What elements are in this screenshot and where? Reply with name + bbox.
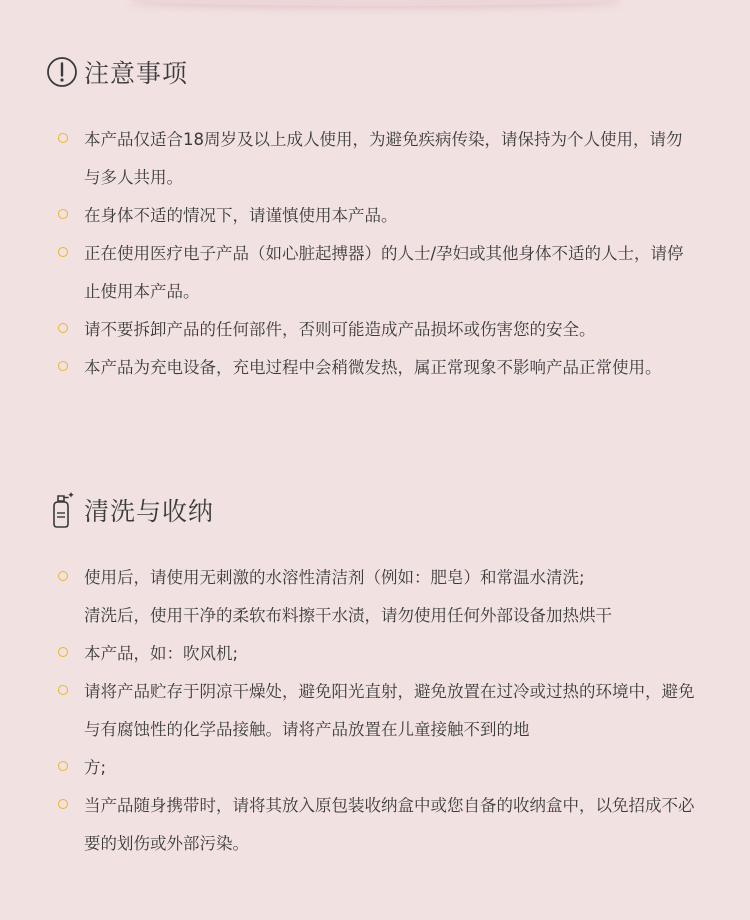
bullet-circle-icon: [58, 761, 68, 771]
bullet-circle-icon: [58, 799, 68, 809]
bullet-circle-icon: [58, 361, 68, 371]
bullet-circle-icon: [58, 247, 68, 257]
cleaning-title: 清洗与收纳: [84, 497, 215, 526]
list-item-text: 本产品为充电设备，充电过程中会稍微发热，属正常现象不影响产品正常使用。: [84, 358, 662, 377]
bullet-circle-icon: [58, 323, 68, 333]
bullet-circle-icon: [58, 647, 68, 657]
list-item-text: 在身体不适的情况下，请谨慎使用本产品。: [84, 206, 398, 225]
list-item: [58, 121, 698, 197]
list-item-text: 本产品，如：吹风机;: [84, 644, 239, 663]
list-item: [58, 597, 698, 635]
list-item-text: 本产品仅适合18周岁及以上成人使用，为避免疾病传染，请保持为个人使用，请勿与多人共用。: [84, 130, 683, 187]
notice-header: [46, 52, 188, 92]
exclamation-circle-icon: [46, 56, 78, 88]
list-item: [58, 787, 698, 863]
list-item-text: 方;: [84, 758, 107, 777]
list-item-text: 请不要拆卸产品的任何部件，否则可能造成产品损坏或伤害您的安全。: [84, 320, 596, 339]
list-item: [58, 749, 698, 787]
list-item: [58, 235, 698, 311]
cleaning-header: [46, 490, 214, 530]
list-item: [58, 311, 698, 349]
list-item-text: 请将产品贮存于阴凉干燥处，避免阳光直射，避免放置在过冷或过热的环境中，避免与有腐蚀性的化学品接触。请将产品放置在儿童接触不到的地: [84, 682, 695, 739]
list-item-text: 清洗后，使用干净的柔软布料擦干水渍，请勿使用任何外部设备加热烘干: [84, 606, 612, 625]
list-item: [58, 635, 698, 673]
bullet-circle-icon: [58, 571, 68, 581]
bullet-circle-icon: [58, 209, 68, 219]
list-item-text: 正在使用医疗电子产品（如心脏起搏器）的人士/孕妇或其他身体不适的人士，请停止使用本产品。: [84, 244, 684, 301]
notice-title: 注意事项: [84, 59, 189, 88]
bullet-circle-icon: [58, 685, 68, 695]
list-item: [58, 349, 698, 387]
list-item: [58, 197, 698, 235]
list-item: [58, 673, 698, 749]
soap-bottle-icon: [46, 490, 78, 530]
notice-list: [58, 121, 698, 387]
top-decoration: [130, 0, 620, 6]
list-item-text: 当产品随身携带时，请将其放入原包装收纳盒中或您自备的收纳盒中，以免招成不必要的划伤或外部污染。: [84, 796, 695, 853]
list-item-text: 使用后，请使用无刺激的水溶性清洁剂（例如：肥皂）和常温水清洗;: [84, 568, 585, 587]
bullet-circle-icon: [58, 133, 68, 143]
cleaning-list: [58, 559, 698, 863]
list-item: [58, 559, 698, 597]
